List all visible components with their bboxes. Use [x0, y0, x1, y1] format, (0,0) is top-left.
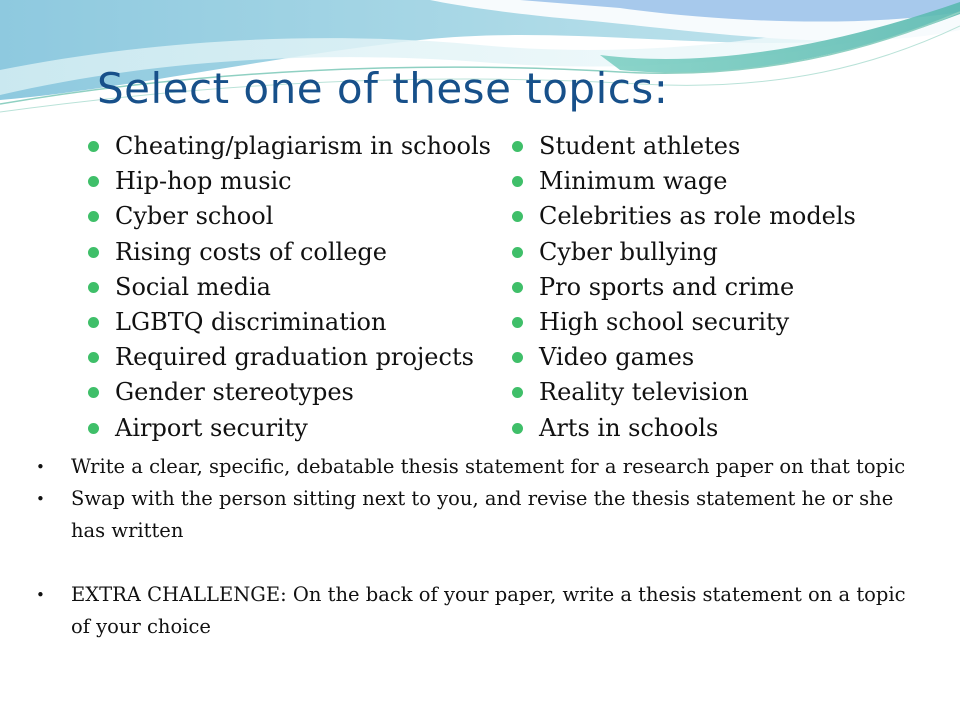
- topic-label: Video games: [539, 343, 695, 372]
- topic-label: Rising costs of college: [115, 237, 387, 266]
- topic-item: [512, 129, 856, 164]
- topic-list-right: [512, 129, 856, 446]
- topic-item: [88, 199, 491, 234]
- topic-item: [512, 305, 856, 340]
- green-dot-bullet-icon: [512, 282, 523, 293]
- topic-label: LGBTQ discrimination: [115, 307, 387, 336]
- green-dot-bullet-icon: [512, 176, 523, 187]
- topic-item: [88, 270, 491, 305]
- topic-item: [88, 129, 491, 164]
- topic-item: [512, 199, 856, 234]
- green-dot-bullet-icon: [88, 247, 99, 258]
- topic-label: Arts in schools: [539, 413, 719, 442]
- topic-label: Minimum wage: [539, 167, 728, 196]
- instruction-item: [36, 579, 916, 643]
- topic-item: [512, 270, 856, 305]
- topic-label: Required graduation projects: [115, 343, 474, 372]
- topic-label: Celebrities as role models: [539, 202, 856, 231]
- topic-label: Hip-hop music: [115, 167, 292, 196]
- topic-item: [88, 411, 491, 446]
- topic-item: [88, 375, 491, 410]
- slide-title: Select one of these topics:: [97, 64, 669, 113]
- green-dot-bullet-icon: [512, 141, 523, 152]
- topic-item: [512, 235, 856, 270]
- topic-label: Cyber school: [115, 202, 274, 231]
- green-dot-bullet-icon: [88, 176, 99, 187]
- green-dot-bullet-icon: [88, 282, 99, 293]
- green-dot-bullet-icon: [88, 317, 99, 328]
- topic-item: [512, 375, 856, 410]
- topic-label: Social media: [115, 272, 271, 301]
- topic-label: Airport security: [115, 413, 308, 442]
- black-dot-bullet-icon: •: [36, 458, 45, 476]
- green-dot-bullet-icon: [512, 387, 523, 398]
- topic-item: [512, 340, 856, 375]
- topic-item: [512, 164, 856, 199]
- green-dot-bullet-icon: [88, 211, 99, 222]
- green-dot-bullet-icon: [88, 387, 99, 398]
- instruction-text: Write a clear, specific, debatable thesis statement for a research paper on that topic: [71, 455, 906, 478]
- green-dot-bullet-icon: [512, 423, 523, 434]
- topic-label: High school security: [539, 307, 790, 336]
- green-dot-bullet-icon: [512, 247, 523, 258]
- topic-item: [88, 305, 491, 340]
- topic-label: Student athletes: [539, 132, 741, 160]
- instruction-text: Swap with the person sitting next to you, and revise the thesis statement he or she has written: [71, 487, 894, 542]
- topic-item: [88, 164, 491, 199]
- black-dot-bullet-icon: •: [36, 490, 45, 508]
- topic-item: [88, 340, 491, 375]
- black-dot-bullet-icon: •: [36, 586, 45, 604]
- green-dot-bullet-icon: [88, 141, 99, 152]
- topic-label: Cheating/plagiarism in schools: [115, 132, 491, 160]
- green-dot-bullet-icon: [512, 211, 523, 222]
- topic-item: [512, 411, 856, 446]
- green-dot-bullet-icon: [88, 423, 99, 434]
- topic-label: Gender stereotypes: [115, 378, 354, 407]
- green-dot-bullet-icon: [512, 352, 523, 363]
- topic-label: Reality television: [539, 378, 749, 407]
- topic-item: [88, 235, 491, 270]
- topic-list-left: [88, 129, 491, 446]
- instruction-text: EXTRA CHALLENGE: On the back of your paper, write a thesis statement on a topic of your choice: [71, 583, 906, 638]
- instruction-list: [36, 451, 916, 643]
- instruction-item: [36, 451, 916, 483]
- green-dot-bullet-icon: [512, 317, 523, 328]
- instruction-item: [36, 483, 916, 547]
- green-dot-bullet-icon: [88, 352, 99, 363]
- topic-label: Cyber bullying: [539, 237, 718, 266]
- topic-label: Pro sports and crime: [539, 272, 795, 301]
